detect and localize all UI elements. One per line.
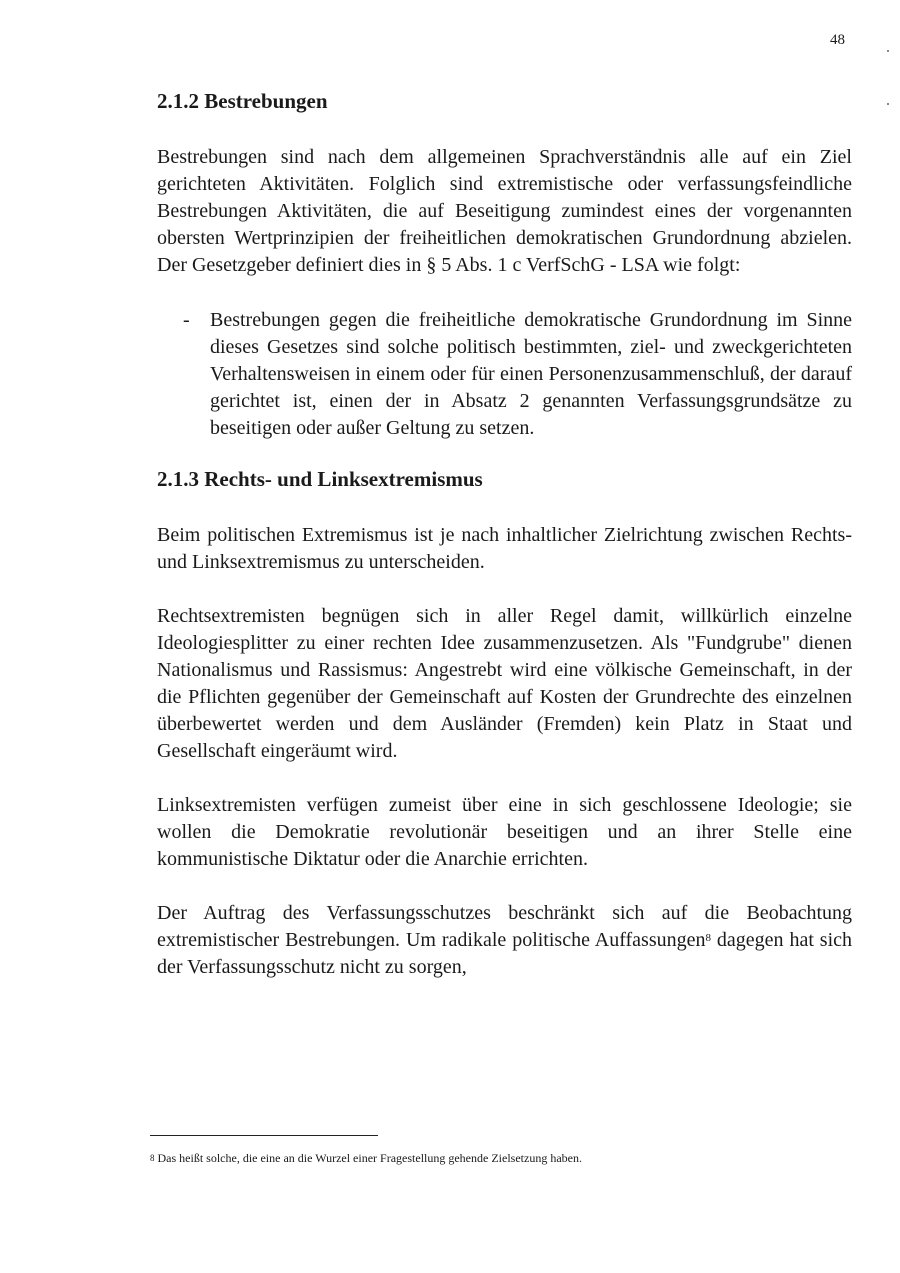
footnote: [150, 1150, 850, 1166]
paragraph: [157, 900, 852, 981]
paragraph-text: Der Auftrag des Verfassungsschutzes beschränkt sich auf die Beobachtung extremistischer Bestrebungen. Um radikale politische Auffassungen: [157, 902, 852, 951]
list-item: [183, 307, 852, 442]
paragraph: Beim politischen Extremismus ist je nach inhaltlicher Zielrichtung zwischen Rechts- und Linksextremismus zu unterscheiden.: [157, 524, 852, 573]
footnote-text: Das heißt solche, die eine an die Wurzel einer Fragestellung gehende Zielsetzung haben.: [157, 1151, 582, 1165]
paragraph: Rechtsextremisten begnügen sich in aller Regel damit, willkürlich einzelne Ideologiesplitter zu einer rechten Idee zusammenzusetzen. Als "Fundgrube" dienen Nationalismus und Rassismus: Angestrebt wird eine völkische Gemeinschaft, in der die Pflichten gegenüber der Gemeinschaft auf Kosten der Grundrechte des einzelnen überbewertet werden und dem Ausländer (Fremden) kein Platz in Staat und Gesellschaft eingeräumt wird.: [157, 605, 852, 762]
list-item-text: Bestrebungen gegen die freiheitliche demokratische Grundordnung im Sinne dieses Gesetzes sind solche politisch bestimmten, ziel- und zweckgerichteten Verhaltensweisen in einem oder für einen Personenzusammenschluß, der darauf gerichtet ist, einen der in Absatz 2 genannten Verfassungsgrundsätze zu beseitigen oder außer Geltung zu setzen.: [210, 309, 852, 439]
scan-speck: [887, 103, 889, 105]
paragraph: Bestrebungen sind nach dem allgemeinen Sprachverständnis alle auf ein Ziel gerichteten Aktivitäten. Folglich sind extremistische oder verfassungsfeindliche Bestrebungen Aktivitäten, die auf Beseitigung zumindest eines der vorgenannten obersten Wertprinzipien der freiheitlichen demokratischen Grundordnung abzielen. Der Gesetzgeber definiert dies in § 5 Abs. 1 c VerfSchG - LSA wie folgt:: [157, 146, 852, 276]
scan-speck: [887, 50, 889, 52]
section-heading: 2.1.2 Bestrebungen: [157, 89, 328, 113]
page-number: 48: [830, 32, 845, 48]
bullet-dash: -: [183, 309, 190, 331]
footnote-separator: [150, 1135, 378, 1136]
footnote-mark: 8: [150, 1153, 155, 1163]
paragraph: Linksextremisten verfügen zumeist über eine in sich geschlossene Ideologie; sie wollen die Demokratie revolutionär beseitigen und an ihrer Stelle eine kommunistische Diktatur oder die Anarchie errichten.: [157, 794, 852, 870]
footnote-reference: 8: [705, 932, 711, 944]
section-heading: 2.1.3 Rechts- und Linksextremismus: [157, 467, 483, 491]
body-text: [157, 86, 852, 981]
paragraph-text: dagegen hat sich der Verfassungsschutz nicht zu sorgen,: [157, 929, 853, 978]
